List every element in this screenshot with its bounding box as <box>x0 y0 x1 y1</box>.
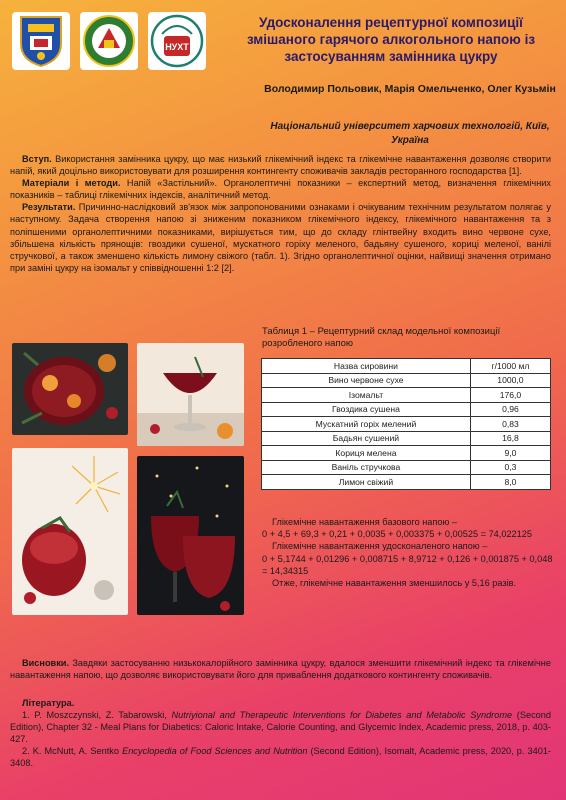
table-cell: 0,3 <box>470 460 550 475</box>
table-cell: Гвоздика сушена <box>262 402 471 417</box>
table-cell: Кориця мелена <box>262 446 471 461</box>
results-paragraph <box>10 201 551 274</box>
table-header-cell: Назва сировини <box>262 359 471 374</box>
base-load-formula: 0 + 4,5 + 69,3 + 0,21 + 0,0035 + 0,003375 + 0,00525 = 74,022125 <box>262 529 532 540</box>
authors: Володимир Польовик, Марія Омельченко, Олег Кузьмін <box>264 83 556 95</box>
table-row <box>262 402 551 417</box>
methods-label: Матеріали і методи. <box>22 178 121 189</box>
reference-details: (Second Edition), Chapter 32 - Meal Plans for Diabetics: Caloric Intake, Calorie Counting, and Glycemic Index, Academic press, 2018, p. 403-427. <box>10 710 551 745</box>
improved-load-label: Глікемічне навантаження удосконаленого напою – <box>272 541 488 552</box>
institute-emblem-logo <box>80 12 138 70</box>
table-row <box>262 475 551 490</box>
table-row <box>262 446 551 461</box>
reference-details: (Second Edition), Isomalt, Academic press, 2020, p. 3401-3408. <box>10 746 551 769</box>
mulled-wine-bowl-photo <box>12 343 128 435</box>
sparkler-cocktail-photo <box>12 448 128 615</box>
table-cell: Мускатний горіх мелений <box>262 417 471 432</box>
intro-label: Вступ. <box>22 154 52 164</box>
table-row <box>262 388 551 403</box>
methods-text: Напій «Застільний». Органолептичні показники – експертний метод, визначення глікемічних показників – таблиці глікемічних індексів, аналітичний метод. <box>10 178 551 201</box>
references <box>10 697 551 770</box>
intro-paragraph <box>10 153 551 177</box>
table-cell: 16,8 <box>470 431 550 446</box>
table-row <box>262 431 551 446</box>
table-cell: 9,0 <box>470 446 550 461</box>
dark-glasses-photo <box>137 456 244 615</box>
main-text <box>10 153 551 274</box>
glycemic-load-section <box>262 516 553 589</box>
logos <box>12 12 206 70</box>
references-heading: Література. <box>22 698 75 708</box>
intro-text: Використання замінника цукру, що має низький глікемічний індекс та глікемічне навантаження дозволяє створити напій, який доцільно використовувати для розширення контингенту споживачів закладів ресторанного господарства [1]. <box>10 154 551 177</box>
svg-text:НУХТ: НУХТ <box>165 42 189 52</box>
reference-authors: 1. P. Moszczynski, Z. Tabarowski, <box>22 710 172 721</box>
conclusions <box>10 657 551 681</box>
table-cell: Бадьян сушений <box>262 431 471 446</box>
table-row <box>262 460 551 475</box>
university-crest-logo <box>12 12 70 70</box>
reference-title: Encyclopedia of Food Sciences and Nutrition <box>122 746 308 757</box>
load-conclusion: Отже, глікемічне навантаження зменшилось у 5,16 разів. <box>272 578 517 589</box>
conclusions-text: Завдяки застосуванню низькокалорійного замінника цукру, вдалося зменшити глікемічний індекс та глікемічне навантаження напою, що дозволяє використовувати його для приваблення додаткового контингенту споживачів. <box>10 658 551 681</box>
table-cell: Лимон свіжий <box>262 475 471 490</box>
table-cell: 0,83 <box>470 417 550 432</box>
table-cell: 0,96 <box>470 402 550 417</box>
table-header-row <box>262 359 551 374</box>
nuft-logo <box>148 12 206 70</box>
table-cell: Вино червоне сухе <box>262 373 471 388</box>
recipe-table <box>261 358 551 490</box>
table-cell: Ваніль стручкова <box>262 460 471 475</box>
results-label: Результати. <box>22 202 76 213</box>
results-text: Причинно-наслідковий зв'язок між запропонованими ознаками і очікуваним технічним результатом полягає у наступному. Задача створення напою зі зниженим показником глікемічного індексу, глікемічного навантаження та з поліпшеними органолептичними показниками, вирішується тим, що до складу глінтвейну входить вино червоне сухе, збільшена кількість прянощів: гвоздики сушеної, мускатного горіху меленого, бадьяну сушеного, кориці меленої, ванілі стручкової, а також зменшено кількість лимону свіжого (табл. 1). Згідно органолептичної оцінки, найвищі значення отримано при заміні цукру на ізомальт у співвідношенні 1:2 [2]. <box>10 202 551 273</box>
table-caption: Таблиця 1 – Рецептурний склад модельної композиції розробленого напою <box>262 326 501 349</box>
table-cell: Ізомальт <box>262 388 471 403</box>
affiliation: Національний університет харчових технологій, Київ, Україна <box>270 121 550 146</box>
reference-item <box>10 745 551 769</box>
table-row <box>262 373 551 388</box>
coupe-glass-photo <box>137 343 244 446</box>
conclusions-label: Висновки. <box>22 658 70 668</box>
table-row <box>262 417 551 432</box>
reference-authors: 2. K. McNutt, A. Sentko <box>22 746 123 757</box>
table-cell: 8,0 <box>470 475 550 490</box>
table-header-cell: г/1000 мл <box>470 359 550 374</box>
table-cell: 1000,0 <box>470 373 550 388</box>
poster-title: Удосконалення рецептурної композиції змішаного гарячого алкогольного напою із застосуванням замінника цукру <box>246 15 536 64</box>
methods-paragraph <box>10 177 551 201</box>
table-cell: 176,0 <box>470 388 550 403</box>
reference-item <box>10 709 551 745</box>
reference-title: Nutriyional and Therapeutic Interventions for Diabetes and Metabolic Syndrome <box>171 710 513 721</box>
improved-load-formula: 0 + 5,1744 + 0,01296 + 0,008715 + 8,9712 + 0,126 + 0,001875 + 0,048 = 14,34315 <box>262 553 553 576</box>
base-load-label: Глікемічне навантаження базового напою – <box>272 517 458 527</box>
